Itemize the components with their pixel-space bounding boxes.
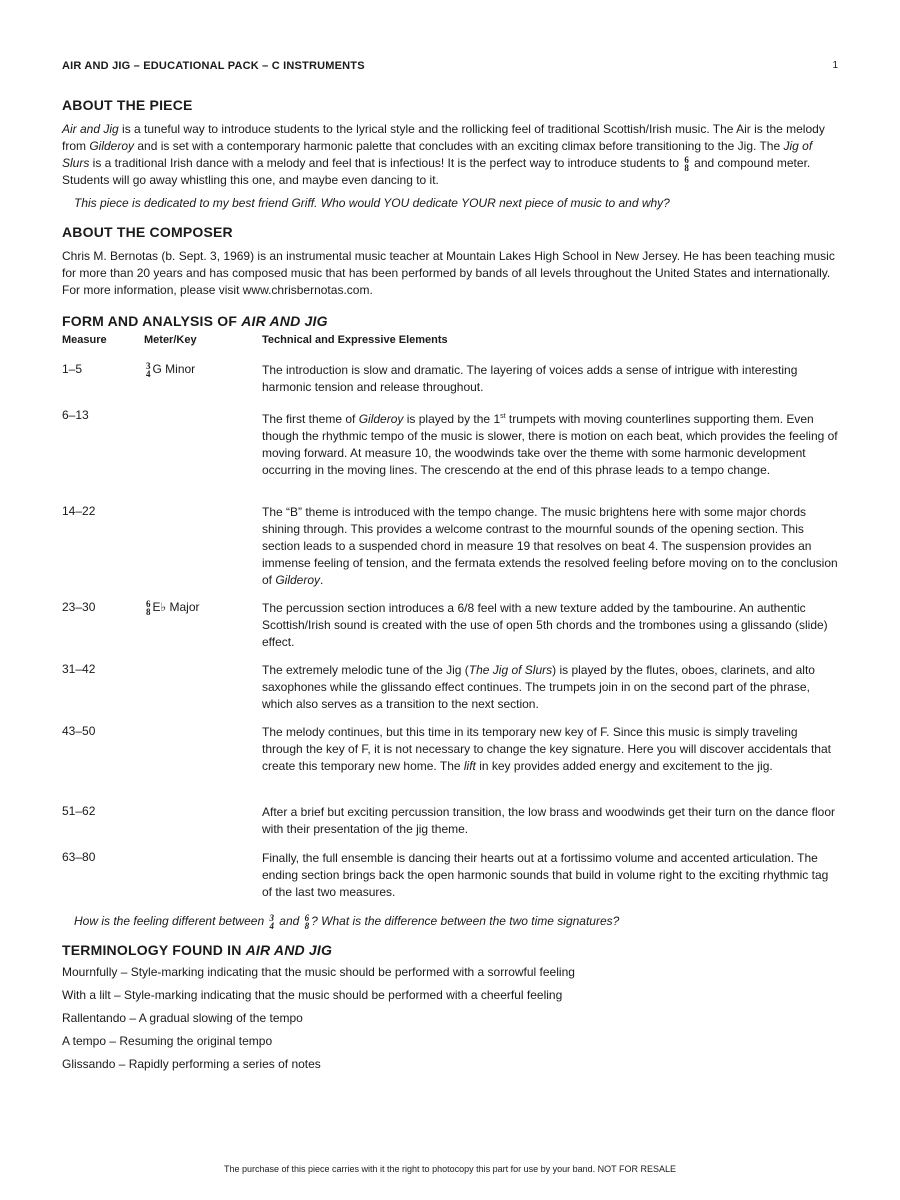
row-measure: 14–22 [62, 504, 96, 518]
row-description: Finally, the full ensemble is dancing their hearts out at a fortissimo volume and accented articulation. The ending section brings back the open harmonic sounds that build in volume right to the exciting rhythmic tag of the last two measures. [262, 851, 829, 899]
row-meter-key: 6 8 E♭ Major [146, 599, 200, 617]
text-run: and compound meter. Students will go away whistling this one, and maybe even dancing to it. [62, 156, 811, 187]
time-signature: 6 8 [684, 154, 689, 173]
row-measure: 1–5 [62, 362, 83, 376]
list-item: A tempo – Resuming the original tempo [62, 1034, 273, 1048]
col-meter-key: Meter/Key [144, 334, 197, 346]
row-measure: 6–13 [62, 408, 89, 422]
row-description: The melody continues, but this time in its temporary new key of F. Since this music is simply traveling through the key of F, it is not necessary to change the key signature. Here you will discover accidentals that create this temporary new home. The lift in key provides added energy and excitement to the jig. [262, 725, 831, 773]
row-description: After a brief but exciting percussion transition, the low brass and woodwinds get their turn on the dance floor with their presentation of the jig theme. [262, 805, 835, 836]
about-piece-heading: ABOUT THE PIECE [62, 97, 193, 113]
terminology-list [62, 964, 575, 1079]
about-composer-heading: ABOUT THE COMPOSER [62, 224, 233, 240]
title-italic: Gilderoy [89, 139, 135, 153]
row-description: The first theme of Gilderoy is played by the 1st trumpets with moving counterlines supporting them. Even though the rhythmic tempo of the music is slower, there is motion on each beat, which provides the feeling of moving forward. At measure 10, the woodwinds take over the theme with some harmonic development occurring in the moving lines. The crescendo at the end of this phrase leads to a tempo change. [262, 412, 838, 477]
row-description: The introduction is slow and dramatic. The layering of voices adds a sense of intrigue with interesting harmonic tension and release throughout. [262, 363, 798, 394]
col-measure: Measure [62, 334, 107, 346]
text-run: and is set with a contemporary harmonic palette that concludes with an exciting climax before transitioning to the Jig. The [134, 139, 784, 153]
list-item: Glissando – Rapidly performing a series of notes [62, 1057, 321, 1071]
list-item: With a lilt – Style-marking indicating that the music should be performed with a cheerful feeling [62, 988, 563, 1002]
page-number: 1 [832, 60, 838, 71]
table-header [62, 334, 838, 350]
terminology-heading: TERMINOLOGY FOUND IN AIR AND JIG [62, 942, 333, 958]
page-footer: The purchase of this piece carries with it the right to photocopy this part for use by your band. NOT FOR RESALE [223, 1164, 677, 1174]
about-composer-text: Chris M. Bernotas (b. Sept. 3, 1969) is an instrumental music teacher at Mountain Lakes High School in New Jersey. He has been teaching music for more than 20 years and has composed music that has been performed by bands of all levels throughout the United States and internationally. For more information, please visit www.chrisbernotas.com. [62, 249, 835, 297]
row-description: The “B” theme is introduced with the tempo change. The music brightens here with some major chords shining through. This provides a welcome contrast to the mournful sounds of the opening section. This section leads to a suspended chord in measure 19 that resolves on beat 4. The suspension provides an immense feeling of tension, and the fermata extends the resolved feeling before moving on to the conclusion of Gilderoy. [262, 505, 838, 587]
form-question: How is the feeling different between 3 4 and 6 8 ? What is the difference between the two time signatures? [74, 912, 620, 931]
row-meter-key: 3 4 G Minor [146, 361, 196, 379]
title-italic: Jig of Slurs [62, 139, 813, 170]
title-italic: Air and Jig [62, 122, 119, 136]
text-run: is a traditional Irish dance with a melody and feel that is infectious! It is the perfect way to introduce students to [89, 156, 683, 170]
about-piece-text [62, 121, 838, 189]
row-measure: 23–30 [62, 600, 96, 614]
row-measure: 63–80 [62, 850, 96, 864]
row-measure: 31–42 [62, 662, 96, 676]
page-header [62, 60, 838, 76]
dedication-text: This piece is dedicated to my best friend Griff. Who would YOU dedicate YOUR next piece of music to and why? [74, 196, 670, 210]
row-description: The percussion section introduces a 6/8 feel with a new texture added by the tambourine. An authentic Scottish/Irish sound is created with the use of open 5th chords and the trombones using a glissando (slide) effect. [262, 601, 828, 649]
header-title: AIR AND JIG – EDUCATIONAL PACK – C INSTRUMENTS [62, 60, 365, 72]
list-item: Rallentando – A gradual slowing of the tempo [62, 1011, 303, 1025]
text-run: is a tuneful way to introduce students to the lyrical style and the rollicking feel of traditional Scottish/Irish music. The Air is the melody from [62, 122, 825, 153]
row-measure: 43–50 [62, 724, 96, 738]
list-item: Mournfully – Style-marking indicating that the music should be performed with a sorrowful feeling [62, 965, 575, 979]
col-elements: Technical and Expressive Elements [262, 334, 448, 346]
row-description: The extremely melodic tune of the Jig (The Jig of Slurs) is played by the flutes, oboes, clarinets, and alto saxophones while the glissando effect continues. The trumpets join in on the second part of the phrase, which also serves as a transition to the next section. [262, 663, 815, 711]
row-measure: 51–62 [62, 804, 96, 818]
form-heading: FORM AND ANALYSIS OF AIR AND JIG [62, 313, 328, 329]
